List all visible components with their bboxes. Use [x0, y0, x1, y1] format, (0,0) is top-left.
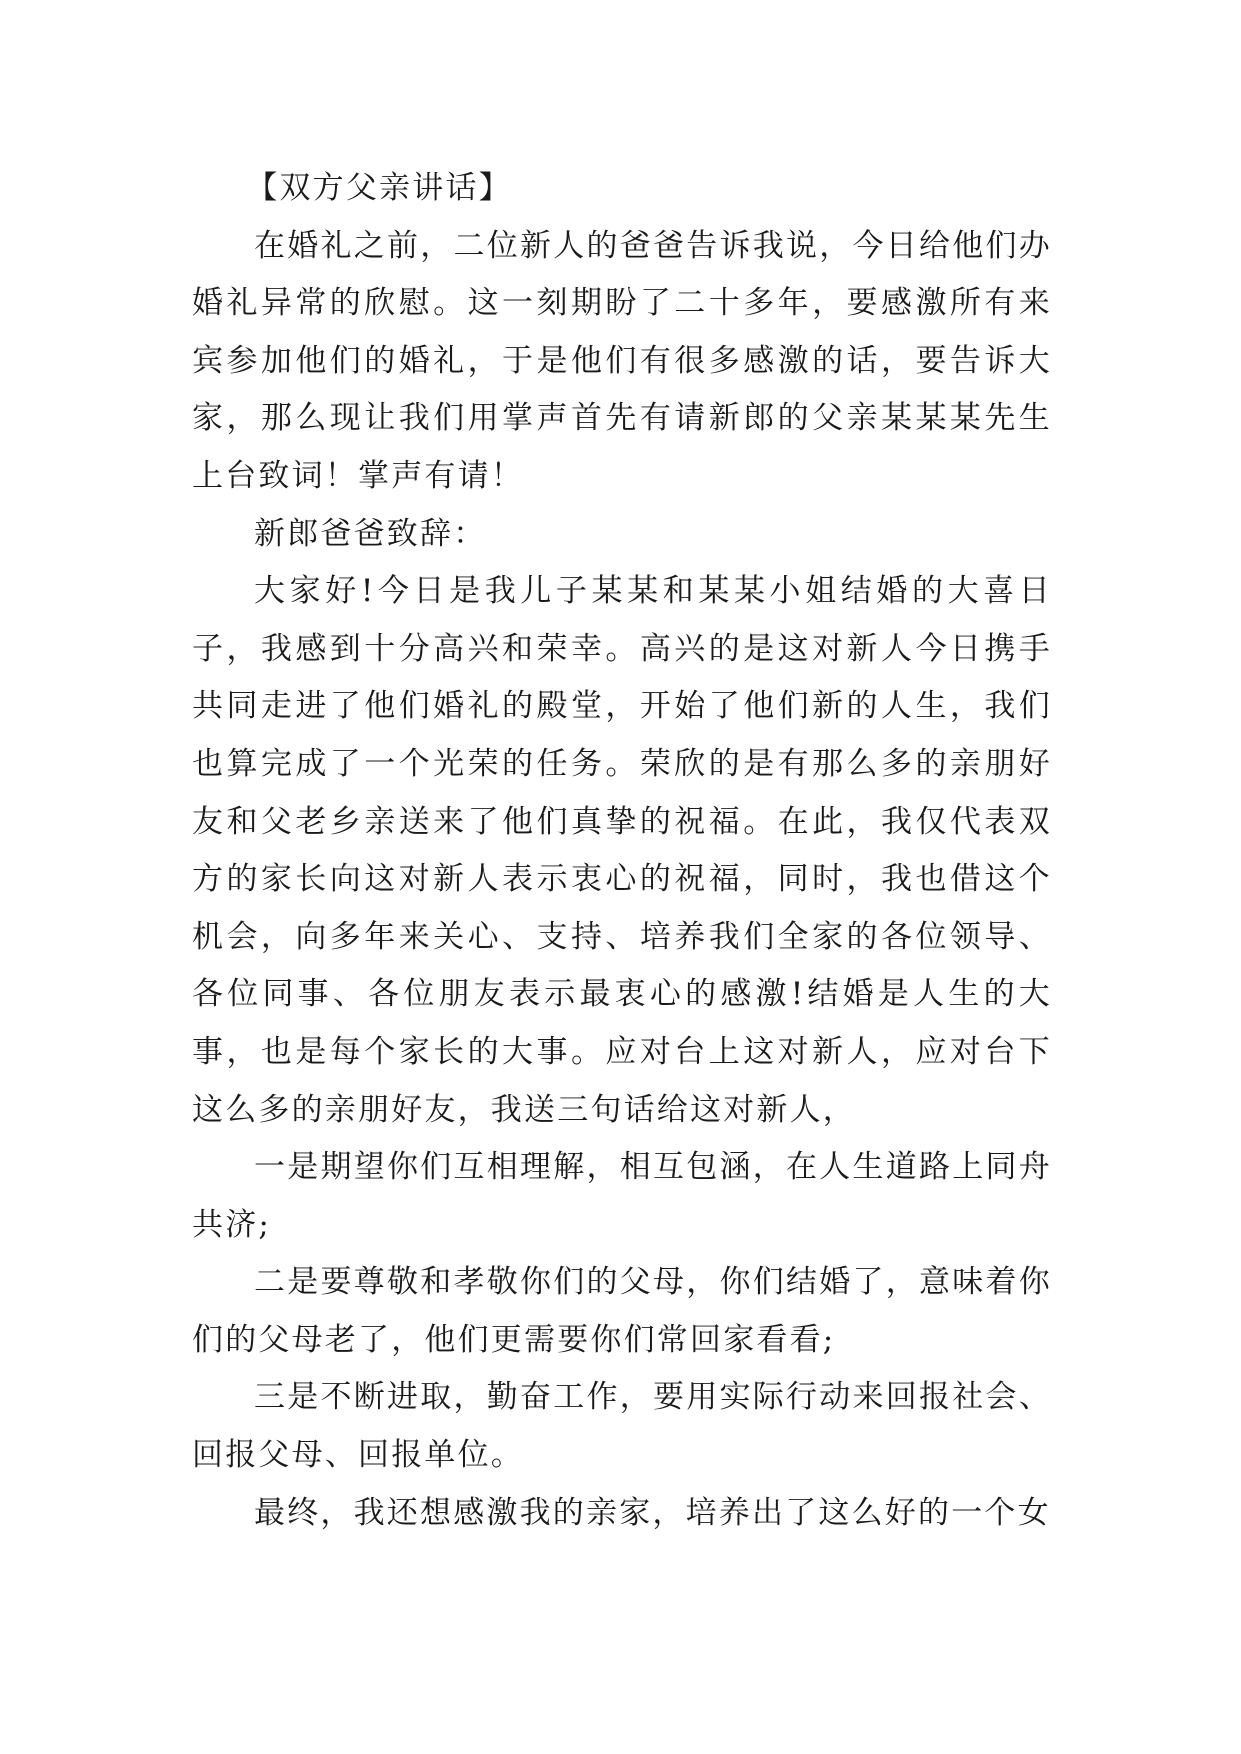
paragraph-wish-three: 三是不断进取，勤奋工作，要用实际行动来回报社会、回报父母、回报单位。 — [192, 1379, 1052, 1474]
document-body — [192, 160, 1052, 1542]
paragraph-wish-two: 二是要尊敬和孝敬你们的父母，你们结婚了，意味着你们的父母老了，他们更需要你们常回家看看; — [192, 1264, 1052, 1358]
paragraph-closing: 最终，我还想感激我的亲家，培养出了这么好的一个女 — [254, 1494, 1051, 1531]
paragraph-speech: 大家好!今日是我儿子某某和某某小姐结婚的大喜日子，我感到十分高兴和荣幸。高兴的是这对新人今日携手共同走进了他们婚礼的殿堂，开始了他们新的人生，我们也算完成了一个光荣的任务。荣欣的是有那么多的亲朋好友和父老乡亲送来了他们真挚的祝福。在此，我仅代表双方的家长向这对新人表示衷心的祝福，同时，我也借这个机会，向多年来关心、支持、培养我们全家的各位领导、各位同事、各位朋友表示最衷心的感激!结婚是人生的大事，也是每个家长的大事。应对台上这对新人，应对台下这么多的亲朋好友，我送三句话给这对新人， — [192, 573, 1052, 1128]
section-heading: 【双方父亲讲话】 — [246, 170, 512, 206]
paragraph-intro: 在婚礼之前，二位新人的爸爸告诉我说，今日给他们办婚礼异常的欣慰。这一刻期盼了二十多年，要感激所有来宾参加他们的婚礼，于是他们有很多感激的话，要告诉大家，那么现让我们用掌声首先有请新郎的父亲某某某先生上台致词！掌声有请！ — [192, 227, 1052, 494]
paragraph-groom-father-title: 新郎爸爸致辞： — [254, 515, 487, 552]
paragraph-wish-one: 一是期望你们互相理解，相互包涵，在人生道路上同舟共济; — [192, 1149, 1052, 1243]
